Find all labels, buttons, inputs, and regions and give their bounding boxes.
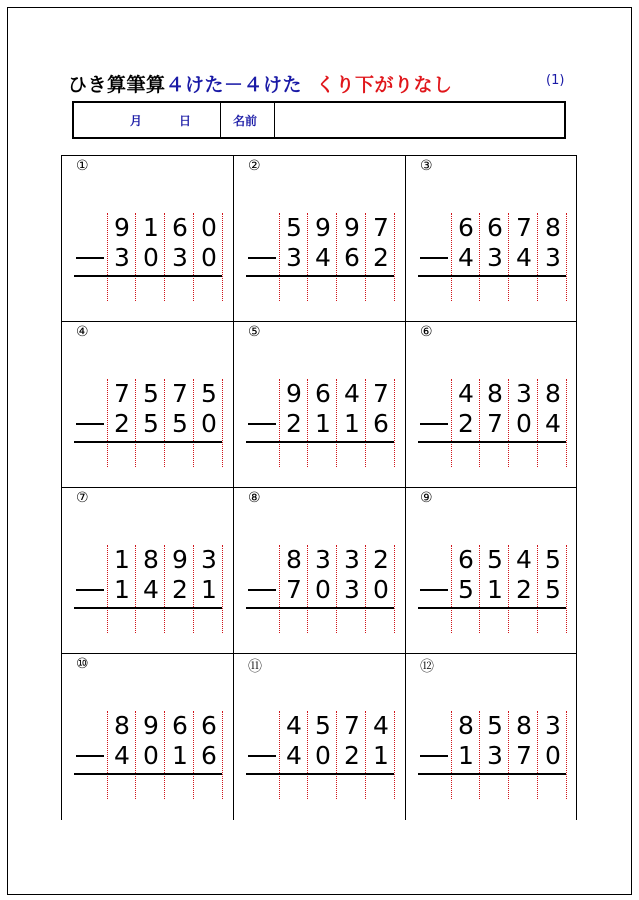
problem-cell	[233, 321, 405, 487]
digit: 8	[545, 213, 561, 242]
digit: 2	[114, 409, 130, 438]
answer-line	[418, 607, 566, 609]
digit: 3	[344, 575, 360, 604]
subtrahend-row	[246, 408, 394, 440]
digit: 2	[373, 243, 389, 272]
minuend-row	[74, 212, 222, 244]
digit: 0	[201, 243, 217, 272]
minus-sign	[420, 589, 448, 591]
digit: 1	[315, 409, 331, 438]
digit: 3	[172, 243, 188, 272]
problem-cell	[61, 487, 233, 653]
minus-sign	[248, 755, 276, 757]
digit: 0	[201, 213, 217, 242]
problem-cell	[233, 487, 405, 653]
digit: 8	[143, 545, 159, 574]
digit: 8	[286, 545, 302, 574]
digit: 3	[516, 379, 532, 408]
digit: 4	[143, 575, 159, 604]
digit: 1	[114, 575, 130, 604]
digit: 1	[458, 741, 474, 770]
digit: 9	[315, 213, 331, 242]
answer-line	[246, 441, 394, 443]
name-label: 名前	[233, 114, 258, 128]
digit: 5	[143, 379, 159, 408]
problem-number: ⑩	[76, 656, 89, 672]
digit: 3	[286, 243, 302, 272]
minuend-row	[418, 544, 566, 576]
subtrahend-row	[74, 574, 222, 606]
minus-sign	[420, 257, 448, 259]
digit: 4	[516, 545, 532, 574]
digit: 3	[344, 545, 360, 574]
answer-line	[246, 607, 394, 609]
digit: 5	[545, 545, 561, 574]
digit: 1	[201, 575, 217, 604]
digit: 4	[458, 379, 474, 408]
digit: 2	[286, 409, 302, 438]
name-divider	[274, 103, 275, 137]
digit: 3	[487, 243, 503, 272]
problem-cell	[61, 321, 233, 487]
digit: 7	[516, 213, 532, 242]
digit: 5	[545, 575, 561, 604]
digit: 5	[458, 575, 474, 604]
subtrahend-row	[246, 574, 394, 606]
minuend-row	[246, 212, 394, 244]
minuend-row	[418, 212, 566, 244]
problem-number: ⑫	[420, 659, 434, 675]
digit: 7	[373, 379, 389, 408]
digit: 6	[201, 711, 217, 740]
digit: 1	[373, 741, 389, 770]
digit: 6	[344, 243, 360, 272]
answer-line	[246, 275, 394, 277]
digit: 6	[201, 741, 217, 770]
digit: 9	[344, 213, 360, 242]
minus-sign	[248, 423, 276, 425]
digit: 0	[201, 409, 217, 438]
minuend-row	[74, 378, 222, 410]
page-number: (1)	[546, 73, 565, 88]
problem-cell	[233, 155, 405, 321]
problem-grid	[61, 155, 578, 820]
digit: 7	[487, 409, 503, 438]
problem-number: ③	[420, 158, 433, 174]
minus-sign	[420, 423, 448, 425]
digit: 5	[172, 409, 188, 438]
answer-line	[74, 607, 222, 609]
digit: 2	[172, 575, 188, 604]
digit: 2	[373, 545, 389, 574]
problem-number: ⑤	[248, 324, 261, 340]
problem-number: ④	[76, 324, 89, 340]
answer-line	[418, 441, 566, 443]
minus-sign	[76, 589, 104, 591]
digit: 0	[143, 243, 159, 272]
problem-cell	[405, 321, 577, 487]
answer-line	[74, 275, 222, 277]
digit: 3	[201, 545, 217, 574]
digit: 2	[344, 741, 360, 770]
digit: 4	[516, 243, 532, 272]
digit: 7	[373, 213, 389, 242]
problem-cell	[405, 155, 577, 321]
digit: 3	[315, 545, 331, 574]
digit: 4	[458, 243, 474, 272]
digit: 4	[545, 409, 561, 438]
digit: 5	[201, 379, 217, 408]
digit: 6	[487, 213, 503, 242]
name-date-box	[72, 101, 566, 139]
digit: 6	[373, 409, 389, 438]
minus-sign	[76, 755, 104, 757]
digit: 1	[172, 741, 188, 770]
digit: 5	[487, 711, 503, 740]
minuend-row	[246, 544, 394, 576]
digit: 2	[516, 575, 532, 604]
answer-line	[74, 773, 222, 775]
digit: 8	[114, 711, 130, 740]
minus-sign	[76, 423, 104, 425]
problem-cell	[405, 487, 577, 653]
problem-number: ⑥	[420, 324, 433, 340]
answer-line	[418, 773, 566, 775]
digit: 7	[516, 741, 532, 770]
minuend-row	[74, 710, 222, 742]
minuend-row	[418, 378, 566, 410]
digit: 5	[487, 545, 503, 574]
digit: 0	[516, 409, 532, 438]
subtrahend-row	[74, 408, 222, 440]
day-label: 日	[179, 114, 192, 128]
subtrahend-row	[418, 574, 566, 606]
minus-sign	[76, 257, 104, 259]
digit: 7	[172, 379, 188, 408]
digit: 6	[458, 545, 474, 574]
minuend-row	[74, 544, 222, 576]
subtrahend-row	[418, 242, 566, 274]
answer-line	[74, 441, 222, 443]
digit: 6	[458, 213, 474, 242]
digit: 4	[373, 711, 389, 740]
digit: 3	[545, 243, 561, 272]
digit: 6	[172, 213, 188, 242]
digit: 3	[545, 711, 561, 740]
problem-number: ②	[248, 158, 261, 174]
digit: 0	[315, 575, 331, 604]
digit: 4	[114, 741, 130, 770]
digit: 9	[286, 379, 302, 408]
answer-line	[246, 773, 394, 775]
digit: 1	[143, 213, 159, 242]
digit: 8	[545, 379, 561, 408]
digit: 4	[344, 379, 360, 408]
digit: 1	[487, 575, 503, 604]
digit: 0	[373, 575, 389, 604]
digit: 7	[344, 711, 360, 740]
subtrahend-row	[74, 740, 222, 772]
minuend-row	[418, 710, 566, 742]
subtrahend-row	[74, 242, 222, 274]
subtrahend-row	[246, 242, 394, 274]
title-subject: ひき算筆算	[68, 74, 166, 96]
digit: 0	[545, 741, 561, 770]
digit: 5	[315, 711, 331, 740]
title-condition: くり下がりなし	[316, 74, 453, 96]
digit: 5	[286, 213, 302, 242]
problem-number: ⑨	[420, 490, 433, 506]
problem-number: ⑦	[76, 490, 89, 506]
digit: 9	[114, 213, 130, 242]
digit: 8	[458, 711, 474, 740]
problem-cell	[61, 155, 233, 321]
month-label: 月	[130, 114, 143, 128]
digit: 3	[114, 243, 130, 272]
digit: 4	[315, 243, 331, 272]
problem-number: ⑧	[248, 490, 261, 506]
problem-cell	[233, 653, 405, 820]
problem-cell	[405, 653, 577, 820]
digit: 4	[286, 711, 302, 740]
digit: 9	[143, 711, 159, 740]
worksheet-title	[68, 70, 453, 97]
digit: 1	[344, 409, 360, 438]
subtrahend-row	[418, 740, 566, 772]
digit: 2	[458, 409, 474, 438]
minus-sign	[248, 257, 276, 259]
digit: 6	[172, 711, 188, 740]
digit: 0	[143, 741, 159, 770]
digit: 7	[286, 575, 302, 604]
digit: 3	[487, 741, 503, 770]
minuend-row	[246, 710, 394, 742]
problem-cell	[61, 653, 233, 820]
minus-sign	[420, 755, 448, 757]
minus-sign	[248, 589, 276, 591]
digit: 4	[286, 741, 302, 770]
digit: 8	[516, 711, 532, 740]
minuend-row	[246, 378, 394, 410]
digit: 0	[315, 741, 331, 770]
digit: 7	[114, 379, 130, 408]
digit: 5	[143, 409, 159, 438]
subtrahend-row	[246, 740, 394, 772]
date-divider	[220, 103, 221, 137]
title-digits: ４けた－４けた	[165, 74, 303, 96]
digit: 8	[487, 379, 503, 408]
problem-number: ⑪	[248, 659, 262, 675]
answer-line	[418, 275, 566, 277]
digit: 9	[172, 545, 188, 574]
digit: 6	[315, 379, 331, 408]
digit: 1	[114, 545, 130, 574]
subtrahend-row	[418, 408, 566, 440]
problem-number: ①	[76, 158, 89, 174]
